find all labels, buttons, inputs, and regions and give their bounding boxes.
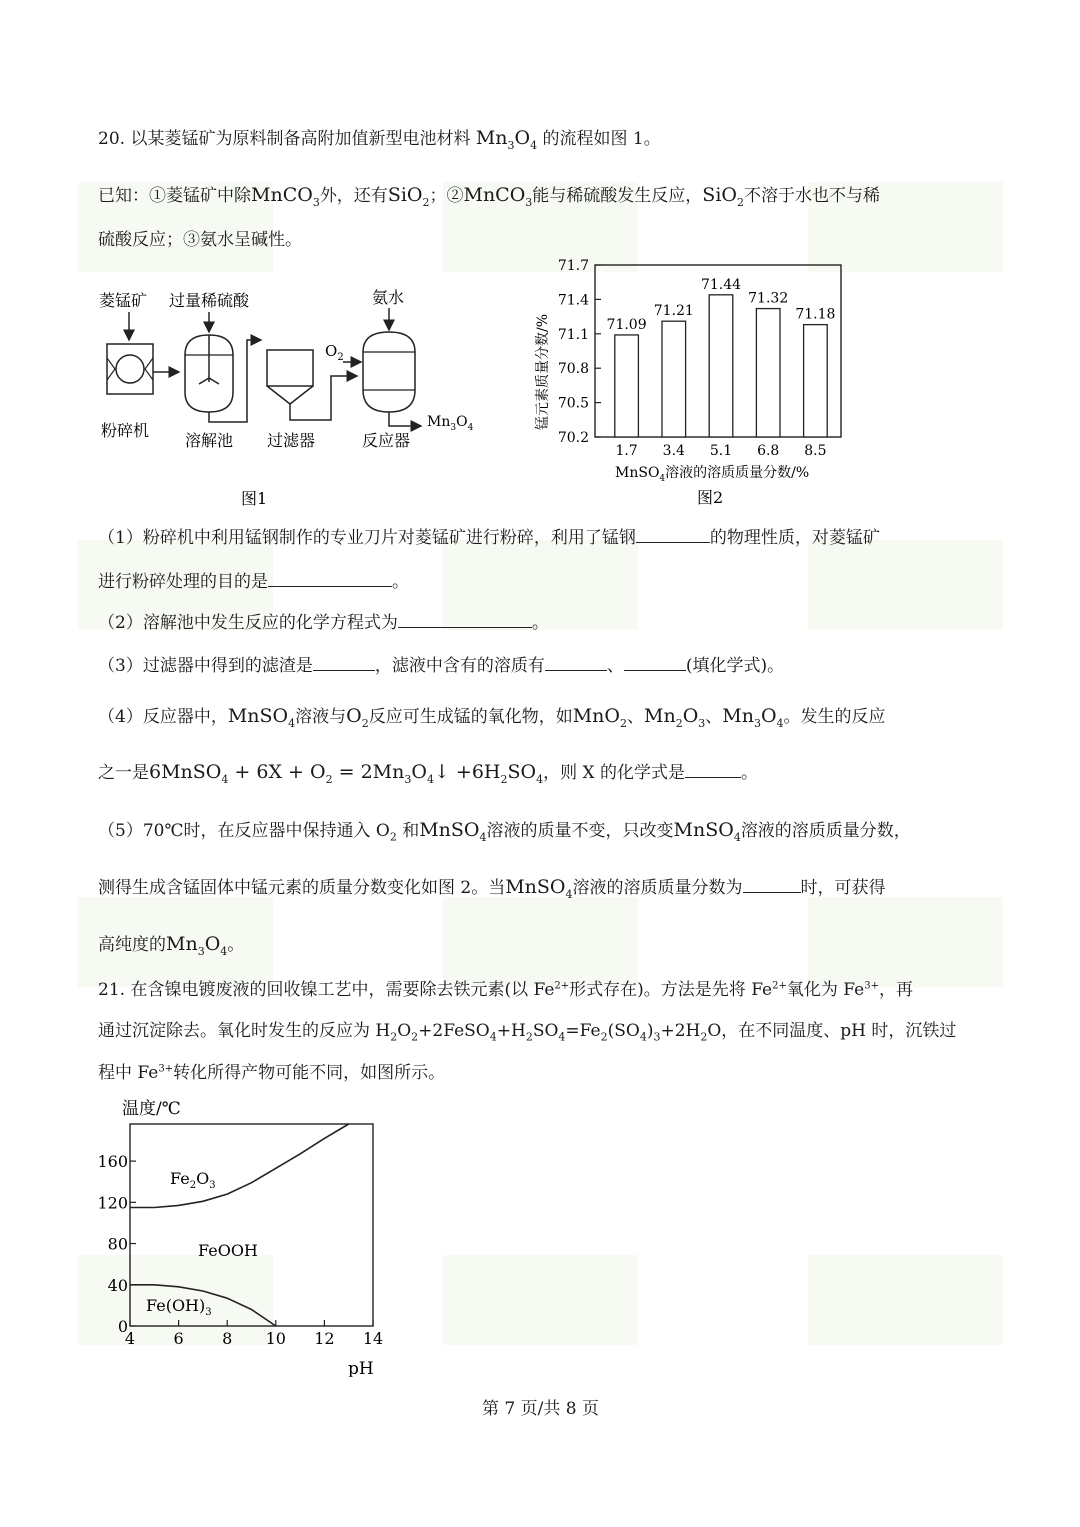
x-tick-label: 5.1 xyxy=(709,443,733,459)
watermark xyxy=(808,897,1003,987)
x-tick-label: 6.8 xyxy=(757,443,780,459)
q21-line2: 通过沉淀除去。氧化时发生的反应为 $H_2O_2+2FeSO_4+H_2SO_4=Fe_2(SO_4)_3+2H_2O$，在不同温度、pH 时，沉铁过 xyxy=(98,1021,957,1044)
q20-part1-line1: （1）粉碎机中利用锰钢制作的专业刀片对菱锰矿进行粉碎，利用了锰钢 的物理性质，对菱锰矿 xyxy=(98,528,880,548)
y-tick-label: 70.8 xyxy=(557,361,589,378)
y-tick-label: 160 xyxy=(97,1152,128,1172)
figure2-caption: 图2 xyxy=(697,488,724,507)
page-footer: 第 7 页/共 8 页 xyxy=(482,1399,599,1419)
bar-value-label: 71.21 xyxy=(653,303,694,320)
y-tick-label: 71.4 xyxy=(557,292,589,309)
reactor-label: 反应器 xyxy=(362,431,411,450)
figure2-bar-chart xyxy=(525,255,865,515)
bar xyxy=(615,335,639,437)
x-tick-label: 1.7 xyxy=(615,443,638,459)
crusher-icon xyxy=(107,344,153,394)
ore-label: 菱锰矿 xyxy=(99,291,148,310)
figure3-xlabel: pH xyxy=(348,1359,374,1377)
answer-blank[interactable] xyxy=(624,655,686,671)
q20-part4-line2: 之一是6MnSO$_4$ + $6X + O_2$ = $2Mn_3O_4↓ +6H_2SO_4$，则 X 的化学式是 。 xyxy=(98,761,758,786)
acid-label: 过量稀硫酸 xyxy=(169,291,250,310)
y-tick-label: 120 xyxy=(97,1193,128,1213)
figure1-flow-diagram xyxy=(95,280,495,510)
figure3-ylabel: 温度/℃ xyxy=(122,1099,181,1119)
y-tick-label: 71.7 xyxy=(557,258,589,274)
product-label: $Mn_3O_4$ xyxy=(427,414,474,433)
watermark xyxy=(808,540,1003,630)
watermark xyxy=(808,1255,1003,1345)
o2-label: $O_2$ xyxy=(325,342,344,363)
x-tick-label: 8 xyxy=(222,1329,233,1348)
answer-blank[interactable] xyxy=(398,612,532,628)
bar xyxy=(662,321,686,437)
q21-line1: 21. 在含镍电镀废液的回收镍工艺中，需要除去铁元素(以 $Fe^{2+}$形式存在)。方法是先将 $Fe^{2+}$氧化为 $Fe^{3+}$，再 xyxy=(98,980,913,1000)
q20-line1: 20. 以某菱锰矿为原料制备高附加值新型电池材料 $Mn_3O_4$ 的流程如图 1。 xyxy=(98,127,661,152)
dissolver-tank-icon xyxy=(185,335,233,412)
y-tick-label: 0 xyxy=(117,1317,128,1336)
region-label-feooh: FeOOH xyxy=(198,1241,258,1260)
y-tick-label: 70.5 xyxy=(557,395,589,412)
q20-part5-line2: 测得生成含锰固体中锰元素的质量分数变化如图 2。当MnSO$_4$溶液的溶质质量分数为 时，可获得 xyxy=(98,876,886,901)
q20-line2: 已知：①菱锰矿中除MnCO$_3$外，还有SiO$_2$；②MnCO$_3$能与稀硫酸发生反应，SiO$_2$不溶于水也不与稀 xyxy=(98,184,880,209)
watermark xyxy=(443,1255,638,1345)
answer-blank[interactable] xyxy=(636,527,710,543)
bar xyxy=(709,295,733,437)
figure2-xlabel: MnSO$_4$溶液的溶质质量分数/% xyxy=(615,465,810,484)
x-tick-label: 3.4 xyxy=(662,443,685,459)
watermark xyxy=(443,897,638,987)
y-tick-label: 71.1 xyxy=(557,326,589,343)
q21-line3: 程中 $Fe^{3+}$转化所得产物可能不同，如图所示。 xyxy=(98,1063,446,1083)
x-tick-label: 12 xyxy=(314,1329,335,1348)
figure1-caption: 图1 xyxy=(241,489,268,508)
answer-blank[interactable] xyxy=(313,655,375,671)
figure3-phase-diagram xyxy=(90,1092,410,1377)
filter-label: 过滤器 xyxy=(267,431,316,450)
x-tick-label: 6 xyxy=(173,1329,184,1348)
x-tick-label: 14 xyxy=(362,1329,384,1348)
region-label-fe2o3: $Fe_2O_3$ xyxy=(170,1169,216,1191)
boundary-curve-upper xyxy=(130,1124,349,1208)
y-tick-label: 80 xyxy=(107,1234,128,1254)
q20-part4-line1: （4）反应器中，MnSO$_4$溶液与$O_2$反应可生成锰的氧化物，如MnO$_2$、$Mn_2O_3$、$Mn_3O_4$。发生的反应 xyxy=(98,705,886,730)
bar-value-label: 71.09 xyxy=(606,316,647,333)
x-tick-label: 4 xyxy=(124,1329,136,1348)
answer-blank[interactable] xyxy=(685,762,741,778)
q20-part2: （2）溶解池中发生反应的化学方程式为 。 xyxy=(98,613,549,633)
ammonia-label: 氨水 xyxy=(372,288,405,307)
filter-icon xyxy=(267,350,313,412)
q20-line3: 硫酸反应；③氨水呈碱性。 xyxy=(98,230,302,250)
y-tick-label: 40 xyxy=(107,1275,128,1295)
q20-part5-line1: （5）70℃时，在反应器中保持通入 $O_2$ 和MnSO$_4$溶液的质量不变，只改变MnSO$_4$溶液的溶质质量分数， xyxy=(98,819,911,844)
bar-value-label: 71.44 xyxy=(700,276,742,293)
dissolver-label: 溶解池 xyxy=(185,431,234,450)
region-label-feoh3: $Fe(OH)_3$ xyxy=(146,1296,212,1318)
bar-value-label: 71.32 xyxy=(748,290,789,307)
q20-part3: （3）过滤器中得到的滤渣是 ，滤液中含有的溶质有 、 (填化学式)。 xyxy=(98,656,785,676)
x-tick-label: 10 xyxy=(265,1329,286,1348)
bar-value-label: 71.18 xyxy=(795,306,836,323)
bar xyxy=(804,325,828,437)
q20-part1-line2: 进行粉碎处理的目的是 。 xyxy=(98,572,409,592)
y-tick-label: 70.2 xyxy=(557,430,589,446)
figure2-ylabel: 锰元素质量分数/% xyxy=(535,313,551,430)
q20-part5-line3: 高纯度的$Mn_3O_4$。 xyxy=(98,933,245,958)
answer-blank[interactable] xyxy=(545,655,607,671)
answer-blank[interactable] xyxy=(268,571,392,587)
reactor-tank-icon xyxy=(363,332,415,412)
bar xyxy=(756,309,780,437)
reaction-equation: 6MnSO$_4$ + $6X + O_2$ = $2Mn_3O_4↓ +6H_2SO_4$ xyxy=(149,761,544,786)
answer-blank[interactable] xyxy=(743,877,801,893)
crusher-label: 粉碎机 xyxy=(101,421,150,440)
x-tick-label: 8.5 xyxy=(804,443,827,459)
